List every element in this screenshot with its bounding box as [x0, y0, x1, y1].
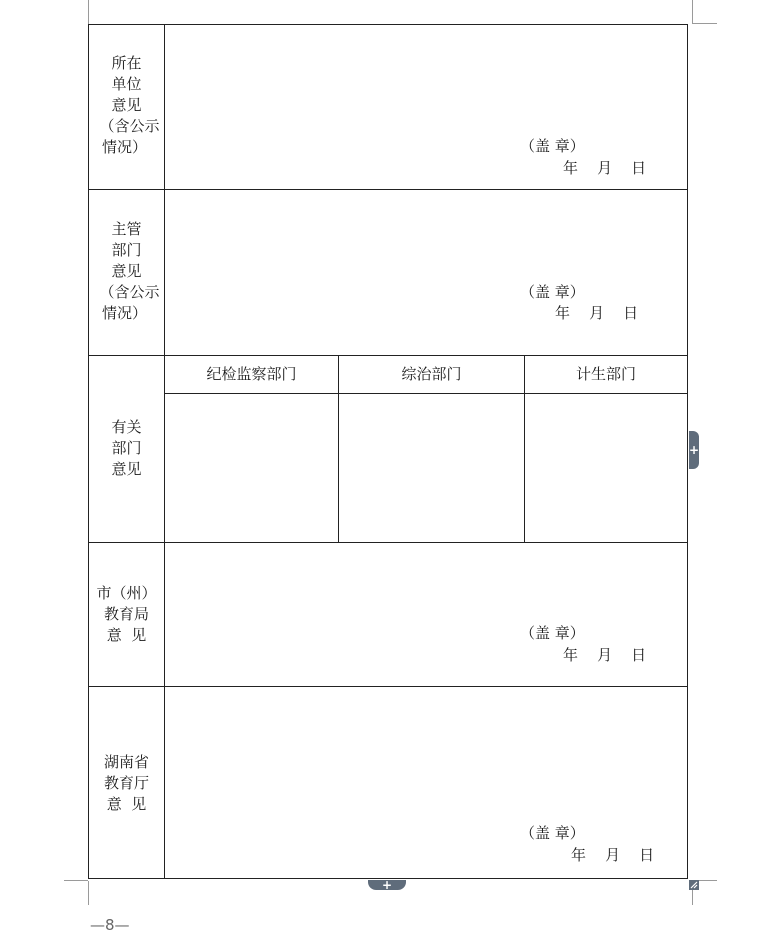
- col-cell-comprehensive[interactable]: [338, 393, 525, 543]
- col-cell-family-planning[interactable]: [524, 393, 688, 543]
- seal-label: （盖 章）: [520, 137, 585, 155]
- resize-handle-icon[interactable]: [689, 880, 699, 890]
- crop-mark-top-left-v: [88, 0, 89, 24]
- row-province-dept-content-cell[interactable]: [164, 686, 688, 879]
- col-header-discipline: 纪检监察部门: [164, 355, 339, 394]
- row-city-bureau-label-cell: [88, 542, 165, 687]
- row-province-dept-label-cell: [88, 686, 165, 879]
- row-label: 所在 单位 意见 （含公示 情况）: [99, 54, 160, 156]
- add-row-plus-icon[interactable]: +: [368, 880, 406, 890]
- crop-mark-bottom-left-v: [88, 881, 89, 905]
- row-label: 主管 部门 意见 （含公示 情况）: [99, 220, 160, 322]
- seal-label: （盖 章）: [520, 283, 585, 301]
- row-label: 湖南省 教育厅 意 见: [103, 753, 149, 813]
- date-label: 年 月 日: [571, 846, 655, 864]
- crop-mark-bottom-left-h: [64, 880, 88, 881]
- page-number: —8—: [90, 916, 130, 934]
- col-header-family-planning: 计生部门: [524, 355, 688, 394]
- row-unit-opinion-content-cell[interactable]: [164, 24, 688, 190]
- row-label: 有关 部门 意见: [111, 418, 142, 478]
- row-unit-opinion-label-cell: [88, 24, 165, 190]
- crop-mark-top-right-h: [693, 23, 717, 24]
- row-related-dept-label-cell: [88, 355, 165, 543]
- col-cell-discipline[interactable]: [164, 393, 339, 543]
- date-label: 年 月 日: [563, 646, 647, 664]
- row-dept-opinion-content-cell[interactable]: [164, 189, 688, 356]
- row-dept-opinion-label-cell: [88, 189, 165, 356]
- row-city-bureau-content-cell[interactable]: [164, 542, 688, 687]
- date-label: 年 月 日: [555, 304, 639, 322]
- row-label: 市（州） 教育局 意 见: [96, 584, 157, 644]
- crop-mark-top-right-v: [692, 0, 693, 24]
- col-header-comprehensive: 综治部门: [338, 355, 525, 394]
- date-label: 年 月 日: [563, 159, 647, 177]
- seal-label: （盖 章）: [520, 624, 585, 642]
- expand-plus-icon[interactable]: +: [689, 431, 699, 469]
- seal-label: （盖 章）: [520, 824, 585, 842]
